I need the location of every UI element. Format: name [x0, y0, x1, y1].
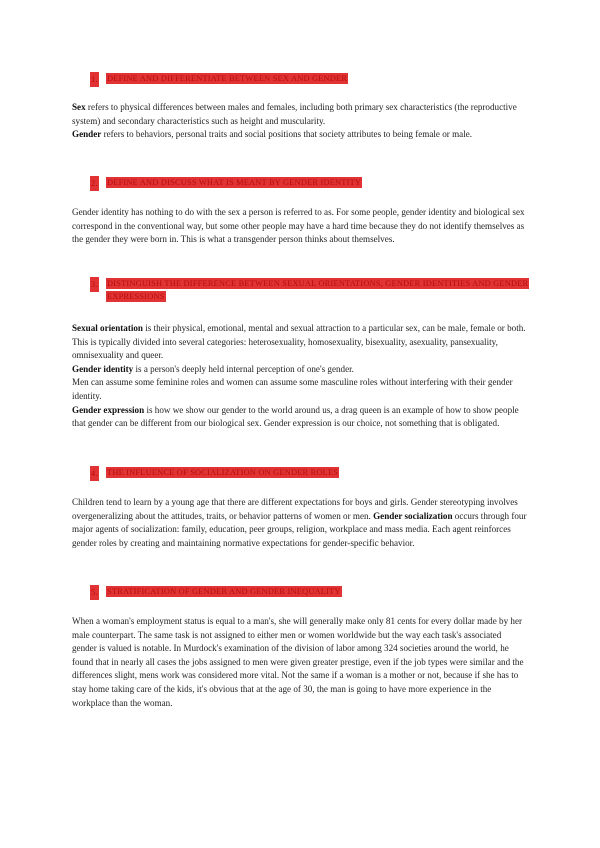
section-2-title: DEFINE AND DISCUSS WHAT IS MEANT BY GENDER IDENTITY — [107, 178, 362, 187]
inequality-paragraph: When a woman's employment status is equal to a man's, she will generally make only 81 cents for every dollar made by her male counterpart. The same task is not assigned to either men or women worldwide but the way each task's associated gender is valued is notable. In Murdock's examination of the division of labor among 324 societies around the world, he found that in nearly all cases the jobs assigned to men were given greater prestige, even if the job types were similar and the differences slight, mens work was considered more vital. Not the same if a woman is a mother or not, because if she has to stay home taking care of the kids, it's obvious that at the age of 30, the man is going to have more experience in the workplace than the woman. — [72, 616, 524, 708]
section-1-body — [72, 101, 528, 142]
section-5-number: 5. — [90, 585, 99, 600]
section-4-body — [72, 496, 528, 550]
gender-expression-paragraph: Gender expression is how we show our gender to the world around us, a drag queen is an example of how to show people that gender can be different from our biological sex. Gender expression is our choice, not something that is obligated. — [72, 404, 519, 429]
section-5-heading — [90, 585, 430, 598]
section-3-number: 3. — [90, 277, 99, 292]
gender-definition: Gender refers to behaviors, personal traits and social positions that society attributes to being female or male. — [72, 129, 473, 140]
section-2-number: 2. — [90, 176, 99, 191]
sex-definition: Sex refers to physical differences between males and females, including both primary sex characteristics (the reproductive system) and secondary characteristics such as height and muscularity. — [72, 102, 517, 126]
socialization-paragraph: Children tend to learn by a young age that there are different expectations for boys and girls. Gender stereotyping involves overgeneralizing about the attitudes, traits, or behavior patterns of women or men. Gender socialization occurs through four major agents of socialization: family, education, peer groups, religion, workplace and mass media. Each agent reinforces gender roles by creating and maintaining normative expectations for gender-specific behavior. — [72, 497, 527, 548]
section-4-heading — [90, 466, 420, 479]
gender-identity-definition: Gender identity is a person's deeply held internal perception of one's gender. — [72, 363, 354, 374]
section-2-body — [72, 206, 528, 247]
gender-identity-paragraph: Gender identity has nothing to do with the sex a person is referred to as. For some people, gender identity and biological sex correspond in the conventional way, but some other people may have a hard time because they do not identify themselves as the gender they were born in. This is what a transgender person thinks about themselves. — [72, 207, 525, 245]
section-4-number: 4. — [90, 466, 99, 481]
section-1-title: DEFINE AND DIFFERENTIATE BETWEEN SEX AND GENDER — [107, 74, 348, 83]
section-4-title: THE INFLUENCE OF SOCIALIZATION ON GENDER ROLES — [107, 468, 339, 477]
section-3-title: DISTINGUISH THE DIFFERENCE BETWEEN SEXUAL ORIENTATIONS, GENDER IDENTITIES AND GENDER EXPRESSIONS — [107, 279, 529, 301]
section-5-body — [72, 615, 528, 710]
sexual-orientation-paragraph: Sexual orientation is their physical, emotional, mental and sexual attraction to a particular sex, can be male, female or both. This is typically divided into several categories: heterosexuality, homosexuality, bisexuality, asexuality, pansexuality, omnisexuality and queer. — [72, 323, 526, 361]
section-1-heading — [90, 72, 430, 85]
section-1-number: 1. — [90, 72, 99, 87]
section-3-body — [72, 322, 528, 431]
roles-paragraph: Men can assume some feminine roles and women can assume some masculine roles without interfering with their gender identity. — [72, 377, 513, 401]
section-3-heading — [90, 277, 530, 303]
section-2-heading — [90, 176, 450, 189]
section-5-title: STRATIFICATION OF GENDER AND GENDER INEQUALITY — [107, 587, 341, 596]
